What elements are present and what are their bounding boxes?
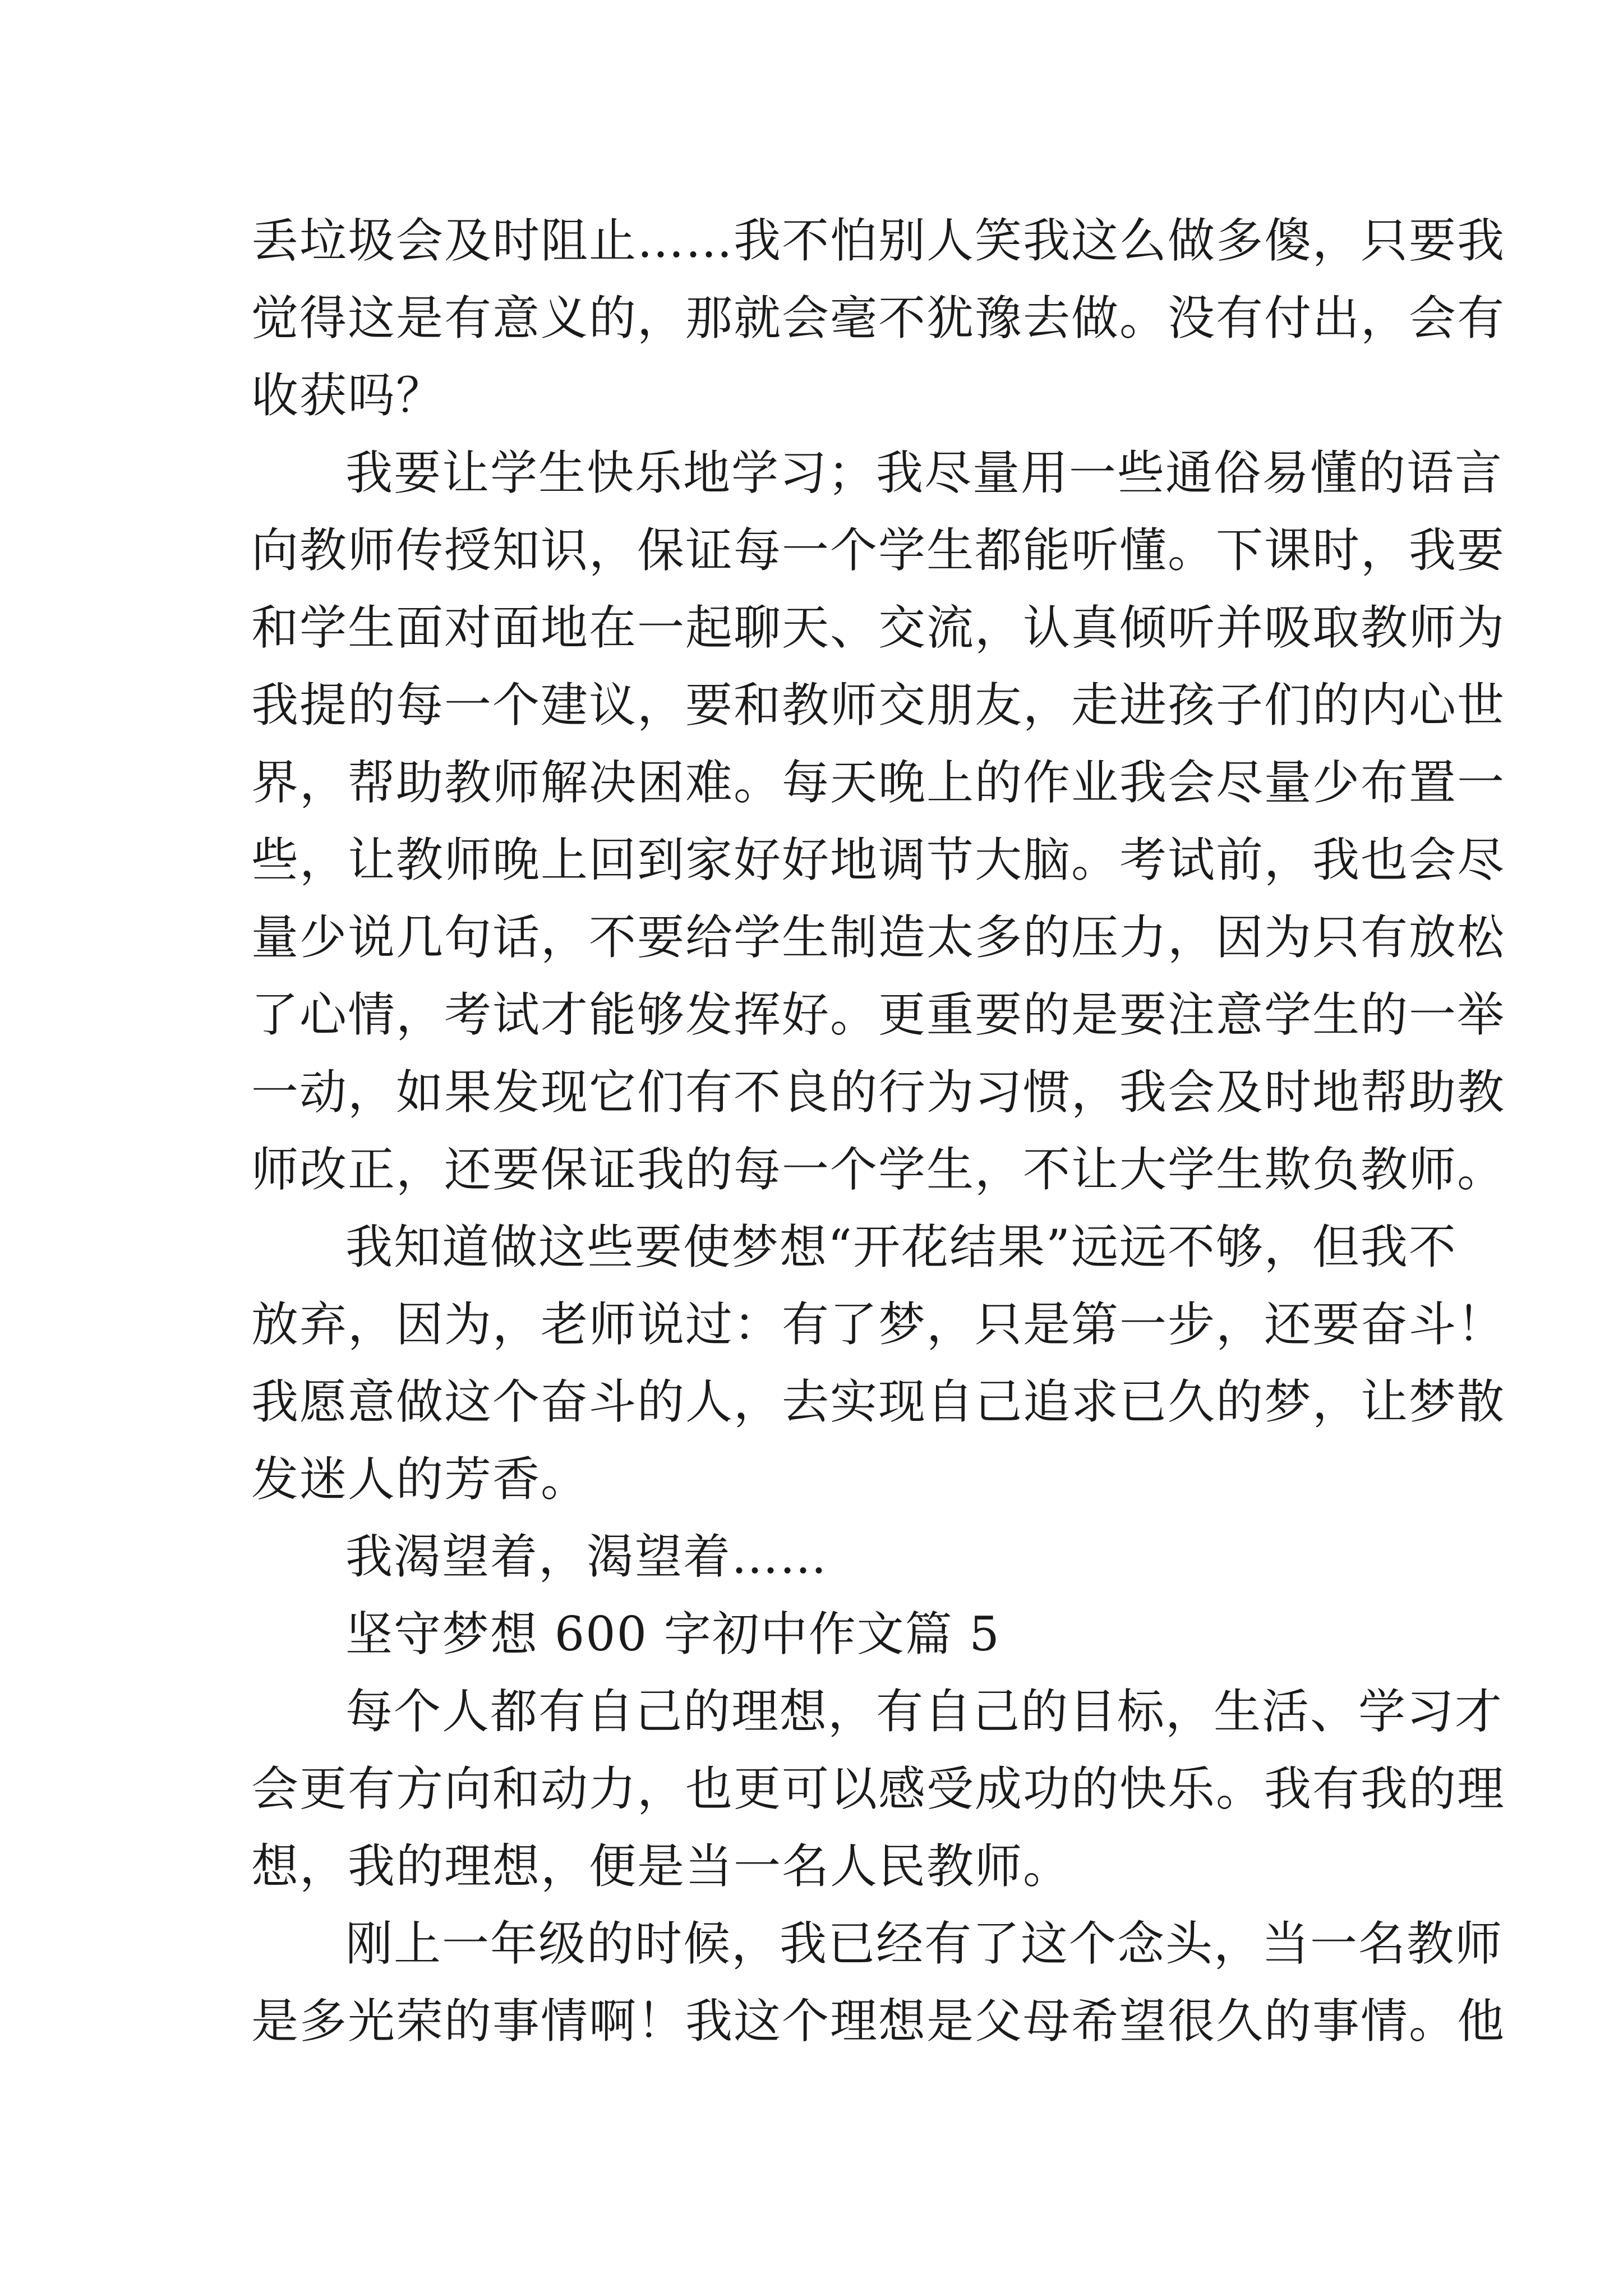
- text-line-15: 放弃，因为，老师说过：有了梦，只是第一步，还要奋斗！: [251, 1297, 1506, 1352]
- text-line-13: 师改正，还要保证我的每一个学生，不让大学生欺负教师。: [251, 1142, 1506, 1197]
- text-line-24: 是多光荣的事情啊！我这个理想是父母希望很久的事情。他: [251, 1994, 1506, 2049]
- text-line-7: 我提的每一个建议，要和教师交朋友，走进孩子们的内心世: [251, 678, 1506, 733]
- text-line-3: 收获吗？: [251, 368, 445, 423]
- text-line-20: 每个人都有自己的理想，有自己的目标，生活、学习才: [345, 1684, 1504, 1739]
- text-line-2: 觉得这是有意义的，那就会毫不犹豫去做。没有付出，会有: [251, 291, 1506, 346]
- text-line-9: 些，让教师晚上回到家好好地调节大脑。考试前，我也会尽: [251, 832, 1506, 887]
- text-line-11: 了心情，考试才能够发挥好。更重要的是要注意学生的一举: [251, 987, 1506, 1042]
- text-line-23: 刚上一年级的时候，我已经有了这个念头，当一名教师: [345, 1916, 1504, 1971]
- text-line-16: 我愿意做这个奋斗的人，去实现自己追求已久的梦，让梦散: [251, 1374, 1506, 1429]
- text-line-21: 会更有方向和动力，也更可以感受成功的快乐。我有我的理: [251, 1761, 1506, 1816]
- section-heading: 坚守梦想 600 字初中作文篇 5: [345, 1607, 1000, 1662]
- essay-body: [251, 202, 1506, 2060]
- text-line-12: 一动，如果发现它们有不良的行为习惯，我会及时地帮助教: [251, 1065, 1506, 1120]
- text-line-17: 发迷人的芳香。: [251, 1452, 589, 1507]
- text-line-5: 向教师传授知识，保证每一个学生都能听懂。下课时，我要: [251, 523, 1506, 578]
- text-line-14: 我知道做这些要使梦想“开花结果”远远不够，但我不: [345, 1220, 1457, 1274]
- text-line-18: 我渴望着，渴望着……: [345, 1529, 828, 1584]
- text-line-1: 丢垃圾会及时阻止……我不怕别人笑我这么做多傻，只要我: [251, 213, 1506, 268]
- text-line-22: 想，我的理想，便是当一名人民教师。: [251, 1839, 1072, 1894]
- text-line-10: 量少说几句话，不要给学生制造太多的压力，因为只有放松: [251, 910, 1506, 965]
- text-line-6: 和学生面对面地在一起聊天、交流，认真倾听并吸取教师为: [251, 600, 1506, 655]
- text-line-4: 我要让学生快乐地学习；我尽量用一些通俗易懂的语言: [345, 445, 1504, 500]
- text-line-8: 界，帮助教师解决困难。每天晚上的作业我会尽量少布置一: [251, 755, 1506, 810]
